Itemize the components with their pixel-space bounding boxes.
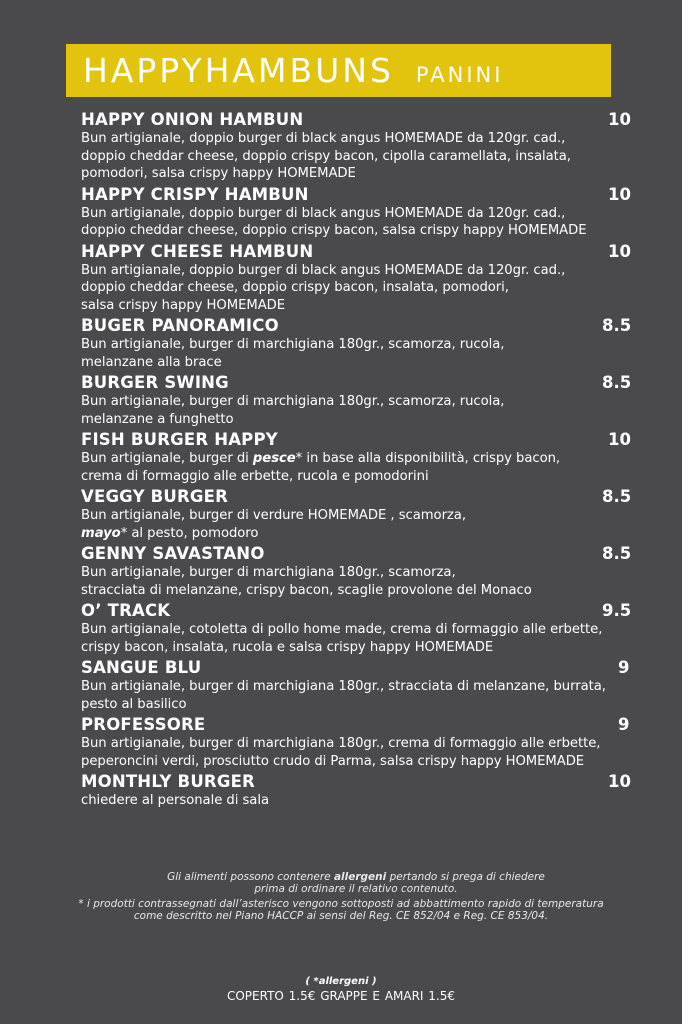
item-price: 8.5 [602, 544, 632, 563]
menu-item [81, 544, 641, 599]
item-name: O’ TRACK [81, 601, 171, 620]
item-description: Bun artigianale, doppio burger di black angus HOMEMADE da 120gr. cad., doppio cheddar cheese, doppio crispy bacon, cipolla caramellata, insalata, pomodori, salsa crispy happy HOMEMADE [81, 131, 571, 181]
item-price: 10 [608, 430, 631, 449]
page-title: HAPPYHAMBUNS [83, 51, 394, 90]
item-name: SANGUE BLU [81, 658, 202, 677]
item-price: 9 [618, 715, 630, 734]
extra-prices: COPERTO 1.5€ GRAPPE E AMARI 1.5€ [226, 989, 456, 1003]
item-price: 8.5 [602, 373, 632, 392]
item-description: Bun artigianale, cotoletta di pollo home made, crema di formaggio alle erbette, crispy bacon, insalata, rucola e salsa crispy happy HOMEMADE [81, 622, 603, 655]
item-name: MONTHLY BURGER [81, 772, 255, 791]
item-price: 8.5 [602, 487, 632, 506]
item-price: 9 [618, 658, 630, 677]
item-price: 10 [608, 241, 631, 261]
item-description: Bun artigianale, burger di marchigiana 180gr., stracciata di melanzane, burrata, pesto al basilico [81, 679, 606, 712]
item-name: GENNY SAVASTANO [81, 544, 265, 563]
menu-item [81, 110, 641, 183]
item-price: 10 [608, 772, 631, 791]
item-description: Bun artigianale, burger di marchigiana 180gr., scamorza, rucola, melanzane alla brace [81, 337, 505, 370]
item-name: HAPPY CRISPY HAMBUN [81, 184, 309, 204]
footer [0, 976, 682, 1003]
note-line: come descritto nel Piano HACCP ai sensi del Reg. CE 852/04 e Reg. CE 853/04. [133, 909, 549, 922]
menu-item [81, 373, 641, 428]
item-name: PROFESSORE [81, 715, 206, 734]
item-description: chiedere al personale di sala [81, 793, 269, 808]
header-banner [66, 44, 611, 97]
item-description: Bun artigianale, burger di verdure HOMEMADE , scamorza, mayo* al pesto, pomodoro [81, 508, 466, 541]
note-line: Gli alimenti possono contenere allergeni pertando si prega di chiedere [167, 871, 545, 883]
item-price: 10 [608, 184, 631, 204]
menu-item [81, 185, 641, 240]
menu-item [81, 601, 641, 656]
item-name: BURGER SWING [81, 373, 229, 392]
menu-item [81, 430, 641, 485]
item-name: FISH BURGER HAPPY [81, 430, 278, 449]
allergen-em: mayo [81, 525, 121, 541]
menu-item [81, 715, 641, 770]
item-name: HAPPY CHEESE HAMBUN [81, 241, 314, 261]
allergen-em: pesce [252, 451, 296, 466]
allergen-notes [0, 872, 682, 922]
item-name: VEGGY BURGER [81, 487, 229, 506]
menu-item [81, 772, 641, 810]
item-name: HAPPY ONION HAMBUN [81, 110, 304, 129]
note-line: * i prodotti contrassegnati dall’asterisco vengono sottoposti ad abbattimento rapido di temperatura [78, 898, 604, 910]
allergeni-label: ( *allergeni ) [305, 976, 377, 987]
menu-list [81, 110, 641, 812]
page-subtitle: PANINI [415, 62, 504, 87]
item-price: 10 [608, 110, 631, 129]
item-description: Bun artigianale, doppio burger di black angus HOMEMADE da 120gr. cad., doppio cheddar cheese, doppio crispy bacon, salsa crispy happy HOMEMADE [81, 205, 587, 238]
item-description: Bun artigianale, burger di marchigiana 180gr., scamorza, stracciata di melanzane, crispy bacon, scaglie provolone del Monaco [81, 565, 532, 598]
menu-item [81, 487, 641, 542]
item-price: 9.5 [602, 601, 632, 620]
item-name: BUGER PANORAMICO [81, 316, 279, 335]
item-description: Bun artigianale, burger di marchigiana 180gr., scamorza, rucola, melanzane a funghetto [81, 394, 505, 427]
allergeni-em: allergeni [333, 871, 387, 883]
menu-item [81, 242, 641, 315]
note-line: prima di ordinare il relativo contenuto. [254, 882, 458, 895]
item-description: Bun artigianale, doppio burger di black angus HOMEMADE da 120gr. cad., doppio cheddar cheese, doppio crispy bacon, insalata, pomodori, salsa crispy happy HOMEMADE [81, 262, 566, 313]
menu-item [81, 316, 641, 371]
item-price: 8.5 [602, 316, 632, 335]
menu-item [81, 658, 641, 713]
item-description: Bun artigianale, burger di marchigiana 180gr., crema di formaggio alle erbette, peperoncini verdi, prosciutto crudo di Parma, salsa crispy happy HOMEMADE [81, 736, 601, 769]
item-description: Bun artigianale, burger di pesce* in base alla disponibilità, crispy bacon, crema di formaggio alle erbette, rucola e pomodorini [81, 451, 561, 484]
